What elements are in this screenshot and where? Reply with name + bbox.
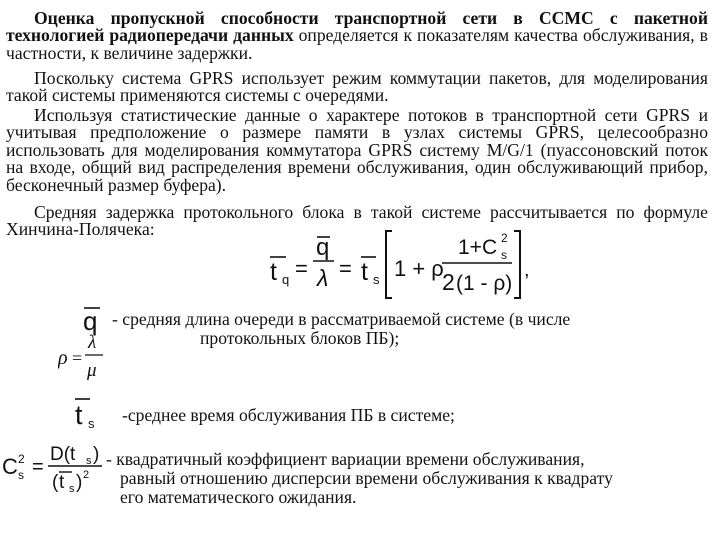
rho-formula (58, 330, 110, 386)
formula-eq-2: = (339, 256, 352, 281)
rho-symbol: ρ (58, 347, 68, 369)
paragraph-intro (6, 10, 708, 62)
cs-num-close: ) (93, 444, 100, 465)
formula-ts: t (361, 258, 368, 286)
desc-q-line1: - средняя длина очереди в рассматриваемой системе (в числе (112, 309, 571, 329)
cs-lhs-sup: 2 (18, 452, 25, 466)
ts-bar-formula (70, 390, 110, 434)
main-formula (262, 228, 532, 300)
paragraph-intro-bold: Оценка пропускной способности транспортной сети в ССМС с пакетной технологией радиопередачи данных (6, 8, 708, 46)
paragraph-formula-intro-text: Средняя задержка протокольного блока в такой системе рассчитывается по формуле Хинчина-Полячека: (6, 202, 708, 240)
formula-lambda: λ (317, 265, 329, 291)
desc-cs-line3: его математического ожидания. (120, 487, 357, 507)
formula-comma: , (524, 259, 530, 281)
formula-num-sup: 2 (501, 231, 508, 245)
paragraph-gprs-text: Поскольку система GPRS использует режим коммутации пакетов, для моделирования такой системы применяются системы с очередями. (6, 68, 708, 106)
formula-t-sub: q (282, 272, 290, 287)
cs-num-sub: s (86, 455, 92, 467)
formula-num-sub: s (501, 248, 507, 262)
cs-den-t: t (59, 472, 65, 493)
formula-numerator: 1+C (458, 236, 498, 259)
paragraph-model (6, 107, 708, 194)
desc-cs-line1: - квадратичный коэффициент вариации времени обслуживания, (106, 449, 585, 469)
cs-numerator: D(t (50, 444, 76, 465)
ts-subscript: s (88, 416, 95, 431)
desc-ts: -среднее время обслуживания ПБ в системе; (122, 405, 455, 425)
formula-eq-1: = (295, 256, 308, 281)
ts-symbol: t (75, 400, 83, 430)
cs-den-close: ) (76, 472, 83, 493)
cs-den-open: ( (52, 472, 59, 493)
cs-formula (2, 440, 104, 496)
rho-eq: = (72, 348, 83, 368)
q-symbol: q (83, 306, 98, 336)
cs-eq: = (32, 456, 44, 478)
formula-ts-sub: s (373, 272, 380, 287)
formula-den-two: 2 (442, 269, 455, 295)
cs-den-sub: s (69, 483, 75, 495)
rho-numerator-lambda: λ (88, 332, 97, 353)
formula-t: t (270, 258, 277, 286)
formula-q: q (316, 234, 330, 261)
cs-lhs-c: C (2, 454, 18, 479)
desc-q-line2: протокольных блоков ПБ); (200, 328, 400, 348)
rho-denominator-mu: μ (87, 360, 97, 381)
paragraph-model-text: Используя статистические данные о характере потоков в транспортной сети GPRS и учитывая предположение о размере памяти в узлах системы GPRS, целесообразно использовать для моделирования коммутатора GPRS систему M/G/1 (пуассоновский поток на входе, общий вид распределения времени обслуживания, один обслуживающий прибор, бесконечный размер буфера). (6, 105, 708, 195)
cs-den-sup: 2 (83, 469, 90, 481)
formula-one-plus-rho: 1 + ρ (394, 256, 444, 281)
paragraph-gprs (6, 70, 708, 105)
desc-cs-line2: равный отношению дисперсии времени обслуживания к квадрату (120, 468, 613, 488)
formula-den-inner: (1 - ρ) (456, 272, 513, 295)
cs-lhs-sub: s (18, 468, 24, 482)
paragraph-intro-rest: определяется к показателям качества обслуживания, в частности, к величине задержки. (6, 25, 708, 63)
